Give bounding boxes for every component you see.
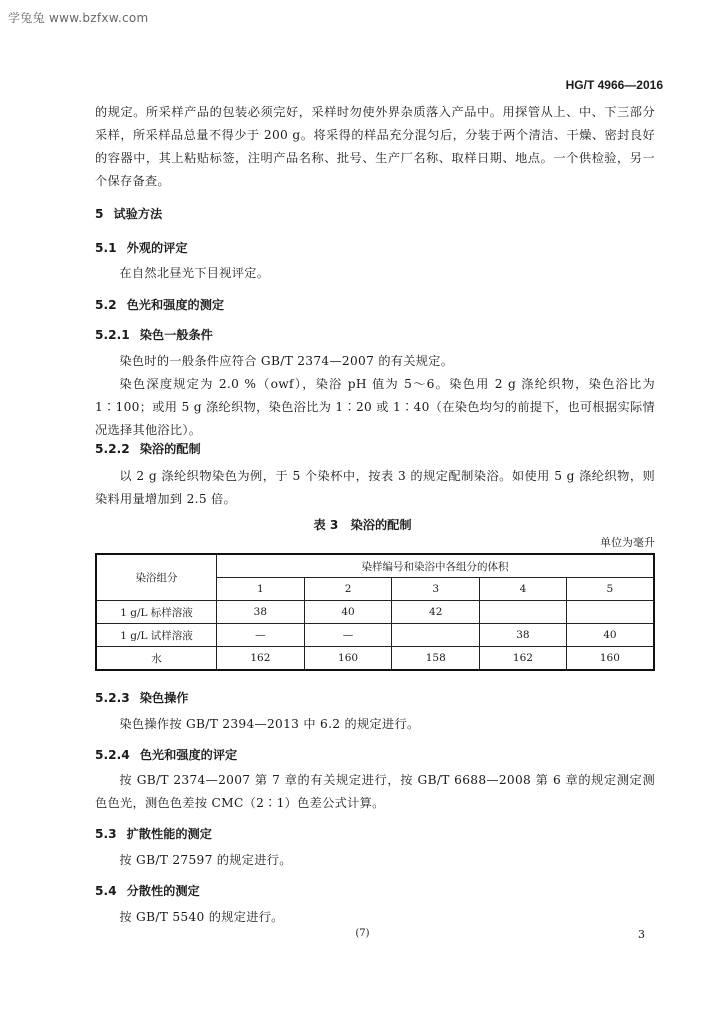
row-label: 水	[96, 647, 217, 671]
table-cell: 40	[304, 601, 392, 624]
table-cell: 38	[217, 601, 305, 624]
section-title: 色光和强度的测定	[126, 298, 225, 312]
paragraph-5-3: 按 GB/T 27597 的规定进行。	[119, 853, 292, 867]
table-unit: 单位为毫升	[600, 536, 655, 549]
watermark: 学兔兔 www.bzfxw.com	[8, 11, 149, 25]
section-heading-5-4	[95, 882, 200, 899]
section-title: 外观的评定	[126, 241, 188, 255]
section-heading-5-1	[95, 239, 188, 256]
section-title: 分散性的测定	[126, 884, 200, 898]
section-number: 5.4	[95, 884, 117, 898]
paragraph-5-1: 在自然北昼光下目视评定。	[119, 266, 270, 280]
section-title: 色光和强度的评定	[139, 748, 238, 762]
standard-number: HG/T 4966—2016	[565, 78, 663, 92]
section-number: 5.3	[95, 827, 117, 841]
table-row	[96, 647, 654, 671]
table-cell	[480, 601, 567, 624]
page-number: 3	[638, 928, 645, 941]
paragraph-5-2-1-b: 染色深度规定为 2.0 %（owf），染浴 pH 值为 5～6。染色用 2 g 涤纶织物，染色浴比为 1∶100；或用 5 g 涤纶织物，染色浴比为 1∶20 或 1∶40（在染色均匀的前提下，也可根据实际情况选择其他浴比）。	[95, 377, 655, 437]
table-cell: 162	[480, 647, 567, 671]
column-header-span: 染样编号和染浴中各组分的体积	[217, 554, 654, 578]
intro-paragraph: 的规定。所采样产品的包装必须完好，采样时勿使外界杂质落入产品中。用探管从上、中、下三部分采样，所采样品总量不得少于 200 g。将采得的样品充分混匀后，分装于两个清洁、干燥、密封良好的容器中，其上粘贴标签，注明产品名称、批号、生产厂名称、取样日期、地点。一个供检验，另一个保存备查。	[95, 105, 655, 188]
table-cell	[566, 601, 654, 624]
row-label: 1 g/L 标样溶液	[96, 601, 217, 624]
section-number: 5.2.2	[95, 442, 130, 456]
section-title: 试验方法	[113, 207, 163, 221]
section-heading-5-2-3	[95, 689, 188, 706]
section-heading-5-2-4	[95, 746, 237, 763]
section-number: 5.2	[95, 298, 117, 312]
section-number: 5.2.3	[95, 691, 130, 705]
section-heading-5-2	[95, 296, 224, 313]
paragraph-5-4: 按 GB/T 5540 的规定进行。	[119, 910, 284, 924]
footer-sheet-number: (7)	[355, 928, 370, 939]
section-title: 染色一般条件	[139, 328, 213, 342]
paragraph-5-2-4: 按 GB/T 2374—2007 第 7 章的有关规定进行，按 GB/T 6688—2008 第 6 章的规定测定测色色光，测色色差按 CMC（2∶1）色差公式计算。	[95, 773, 655, 810]
column-header: 5	[566, 578, 654, 601]
table-row	[96, 624, 654, 647]
column-header: 3	[392, 578, 480, 601]
section-heading-5-2-1	[95, 326, 213, 343]
table-cell: 40	[566, 624, 654, 647]
section-number: 5	[95, 207, 104, 221]
section-heading-5	[95, 205, 162, 222]
column-header: 4	[480, 578, 567, 601]
section-number: 5.2.1	[95, 328, 130, 342]
bath-preparation-table	[95, 553, 655, 671]
table-cell: 38	[480, 624, 567, 647]
table-cell: 158	[392, 647, 480, 671]
row-label: 1 g/L 试样溶液	[96, 624, 217, 647]
column-header: 1	[217, 578, 305, 601]
table-row	[96, 601, 654, 624]
column-header: 2	[304, 578, 392, 601]
table-cell: 160	[304, 647, 392, 671]
section-heading-5-2-2	[95, 440, 201, 457]
section-heading-5-3	[95, 825, 212, 842]
table-caption: 表 3 染浴的配制	[313, 518, 412, 532]
paragraph-5-2-1-a: 染色时的一般条件应符合 GB/T 2374—2007 的有关规定。	[119, 354, 454, 368]
table-cell: 160	[566, 647, 654, 671]
table-cell: 162	[217, 647, 305, 671]
section-title: 染浴的配制	[139, 442, 201, 456]
section-number: 5.2.4	[95, 748, 130, 762]
section-title: 扩散性能的测定	[126, 827, 212, 841]
paragraph-5-2-2: 以 2 g 涤纶织物染色为例，于 5 个染杯中，按表 3 的规定配制染浴。如使用 5 g 涤纶织物，则染料用量增加到 2.5 倍。	[95, 469, 655, 506]
table-cell: —	[217, 624, 305, 647]
table-cell	[392, 624, 480, 647]
table-cell: 42	[392, 601, 480, 624]
paragraph-5-2-3: 染色操作按 GB/T 2394—2013 中 6.2 的规定进行。	[119, 717, 420, 731]
column-header-component: 染浴组分	[96, 554, 217, 601]
table-cell: —	[304, 624, 392, 647]
section-title: 染色操作	[139, 691, 189, 705]
section-number: 5.1	[95, 241, 117, 255]
